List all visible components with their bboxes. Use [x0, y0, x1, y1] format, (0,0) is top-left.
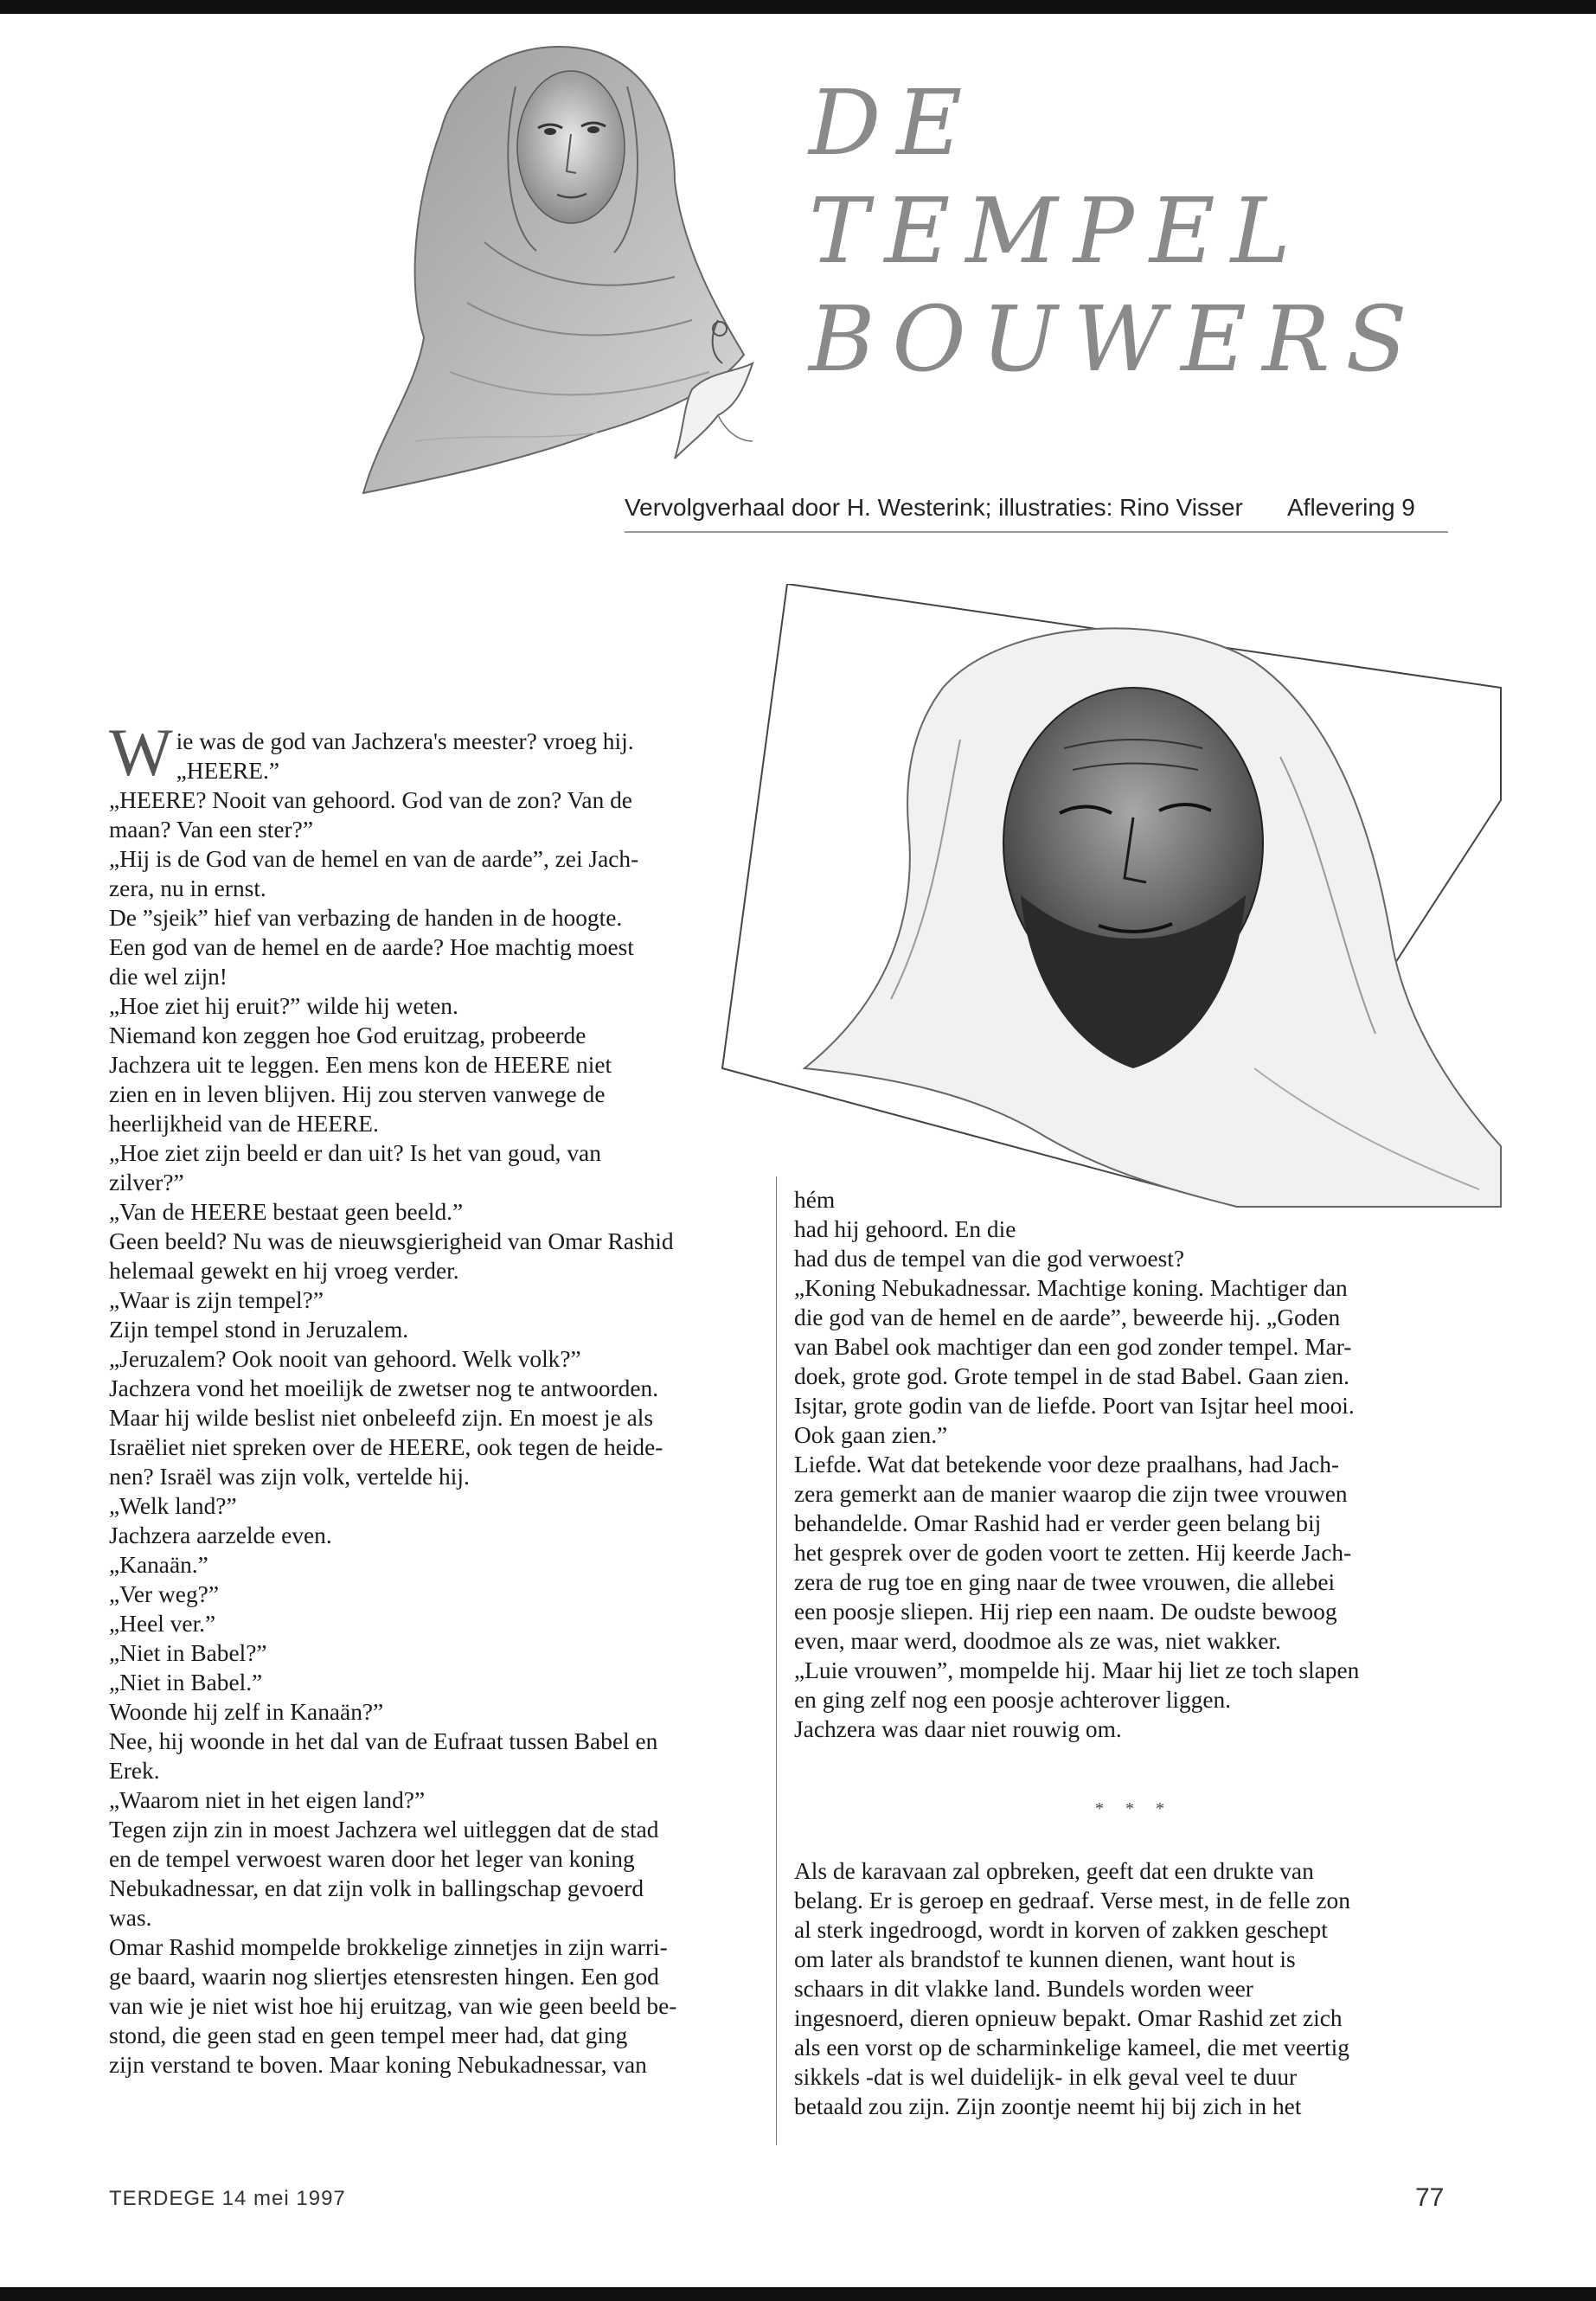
text-line: had hij gehoord. En die: [794, 1216, 1016, 1242]
text-line: Zijn tempel stond in Jeruzalem.: [109, 1317, 409, 1343]
text-line: en de tempel verwoest waren door het leger van koning: [109, 1846, 635, 1872]
text-line: „Heel ver.”: [109, 1611, 216, 1637]
text-line: Isjtar, grote godin van de liefde. Poort van Isjtar heel mooi.: [794, 1393, 1355, 1419]
text-line: behandelde. Omar Rashid had er verder geen belang bij: [794, 1510, 1322, 1536]
text-line: „Niet in Babel.”: [109, 1670, 263, 1695]
text-line: Een god van de hemel en de aarde? Hoe machtig moest: [109, 934, 634, 960]
bearded-man-portrait-illustration: [718, 584, 1518, 1241]
text-line: „Koning Nebukadnessar. Machtige koning. Machtiger dan: [794, 1275, 1348, 1301]
text-line: zera, nu in ernst.: [109, 875, 266, 901]
text-line: „Luie vrouwen”, mompelde hij. Maar hij liet ze toch slapen: [794, 1657, 1360, 1683]
byline-author: Vervolgverhaal door H. Westerink; illustraties: Rino Visser: [625, 494, 1243, 521]
text-line: heerlijkheid van de HEERE.: [109, 1111, 379, 1137]
title-line-2: TEMPEL: [809, 178, 1306, 284]
text-line: doek, grote god. Grote tempel in de stad Babel. Gaan zien.: [794, 1363, 1349, 1389]
text-line: „Hij is de God van de hemel en van de aarde”, zei Jach-: [109, 846, 639, 872]
text-line: om later als brandstof te kunnen dienen, want hout is: [794, 1946, 1296, 1972]
text-line: Ook gaan zien.”: [794, 1422, 948, 1448]
text-line: „Niet in Babel?”: [109, 1640, 267, 1666]
text-line: „HEERE.”: [176, 758, 280, 784]
text-line: Jachzera aarzelde even.: [109, 1522, 332, 1548]
footer-publication: TERDEGE 14 mei 1997: [109, 2187, 346, 2210]
text-line: helemaal gewekt en hij vroeg verder.: [109, 1258, 459, 1284]
text-line: zijn verstand te boven. Maar koning Nebukadnessar, van: [109, 2052, 647, 2078]
text-line: die god van de hemel en de aarde”, beweerde hij. „Goden: [794, 1304, 1341, 1330]
text-line: „Kanaän.”: [109, 1552, 208, 1578]
text-line: „Waarom niet in het eigen land?”: [109, 1787, 426, 1813]
dove-icon: [657, 311, 779, 484]
text-line: die wel zijn!: [109, 964, 228, 990]
text-line: Nee, hij woonde in het dal van de Eufraat tussen Babel en: [109, 1728, 658, 1754]
text-line: even, maar werd, doodmoe als ze was, niet wakker.: [794, 1628, 1281, 1654]
text-line: Jachzera was daar niet rouwig om.: [794, 1716, 1122, 1742]
text-line: een poosje sliepen. Hij riep een naam. De oudste bewoog: [794, 1599, 1337, 1625]
text-line: zera de rug toe en ging naar de twee vrouwen, die allebei: [794, 1569, 1336, 1595]
title-line-1: DE: [809, 70, 978, 176]
text-line: maan? Van een ster?”: [109, 817, 313, 843]
text-line: Erek.: [109, 1758, 160, 1784]
text-line: ge baard, waarin nog sliertjes etensresten hingen. Een god: [109, 1964, 659, 1990]
page-number: 77: [1415, 2183, 1445, 2212]
text-line: ingesnoerd, dieren opnieuw bepakt. Omar Rashid zet zich: [794, 2005, 1343, 2031]
top-border: [0, 0, 1596, 14]
text-line: van Babel ook machtiger dan een god zonder tempel. Mar-: [794, 1334, 1352, 1360]
text-line: Israëliet niet spreken over de HEERE, ook tegen de heide-: [109, 1434, 663, 1460]
text-line: Niemand kon zeggen hoe God eruitzag, probeerde: [109, 1022, 586, 1048]
text-line: al sterk ingedroogd, wordt in korven of zakken geschept: [794, 1917, 1328, 1943]
text-line: Nebukadnessar, en dat zijn volk in ballingschap gevoerd: [109, 1875, 644, 1901]
text-line: zien en in leven blijven. Hij zou sterven vanwege de: [109, 1081, 606, 1107]
text-line: sikkels -dat is wel duidelijk- in elk geval veel te duur: [794, 2064, 1298, 2090]
text-line: „HEERE? Nooit van gehoord. God van de zon? Van de: [109, 787, 632, 813]
text-line: Jachzera uit te leggen. Een mens kon de HEERE niet: [109, 1052, 612, 1078]
text-line: nen? Israël was zijn volk, vertelde hij.: [109, 1464, 470, 1490]
text-line: Geen beeld? Nu was de nieuwsgierigheid van Omar Rashid: [109, 1228, 674, 1254]
text-line: belang. Er is geroep en gedraaf. Verse mest, in de felle zon: [794, 1888, 1350, 1913]
text-line: „Van de HEERE bestaat geen beeld.”: [109, 1199, 464, 1225]
text-line: Jachzera vond het moeilijk de zwetser nog te antwoorden.: [109, 1375, 659, 1401]
bottom-border: [0, 2287, 1596, 2301]
text-line: schaars in dit vlakke land. Bundels worden weer: [794, 1976, 1253, 2002]
text-line: Liefde. Wat dat betekende voor deze praalhans, had Jach-: [794, 1452, 1340, 1477]
text-line: Als de karavaan zal opbreken, geeft dat een drukte van: [794, 1858, 1314, 1884]
text-line: „Ver weg?”: [109, 1581, 219, 1607]
text-line: had dus de tempel van die god verwoest?: [794, 1246, 1185, 1272]
text-line: van wie je niet wist hoe hij eruitzag, van wie geen beeld be-: [109, 1993, 677, 2019]
text-line: „Jeruzalem? Ook nooit van gehoord. Welk volk?”: [109, 1346, 581, 1372]
text-line: als een vorst op de scharminkelige kameel, die met veertig: [794, 2035, 1349, 2061]
right-column-bottom-text: [794, 1856, 1452, 2121]
text-line: Woonde hij zelf in Kanaän?”: [109, 1699, 384, 1725]
text-line: „Hoe ziet zijn beeld er dan uit? Is het van goud, van: [109, 1140, 601, 1166]
text-line: betaald zou zijn. Zijn zoontje neemt hij bij zich in het: [794, 2093, 1302, 2119]
header-rule: [625, 531, 1448, 533]
text-line: het gesprek over de goden voort te zetten. Hij keerde Jach-: [794, 1540, 1352, 1566]
text-line: De ”sjeik” hief van verbazing de handen in de hoogte.: [109, 905, 623, 931]
text-line: ie was de god van Jachzera's meester? vroeg hij.: [176, 728, 634, 754]
text-line: „Waar is zijn tempel?”: [109, 1287, 324, 1313]
text-line: „Welk land?”: [109, 1493, 237, 1519]
column-divider: [776, 1176, 777, 2145]
left-column-text: [109, 715, 766, 2080]
text-line: Maar hij wilde beslist niet onbeleefd zijn. En moest je als: [109, 1405, 654, 1431]
text-line: zilver?”: [109, 1170, 184, 1195]
text-line: „Hoe ziet hij eruit?” wilde hij weten.: [109, 993, 458, 1019]
text-line: en ging zelf nog een poosje achterover liggen.: [794, 1687, 1232, 1713]
section-separator: * * *: [1095, 1799, 1173, 1818]
title-line-3: BOUWERS: [809, 286, 1423, 392]
text-line: zera gemerkt aan de manier waarop die zijn twee vrouwen: [794, 1481, 1348, 1507]
text-line: stond, die geen stad en geen tempel meer had, dat ging: [109, 2022, 628, 2048]
text-line: was.: [109, 1905, 152, 1931]
text-line: Tegen zijn zin in moest Jachzera wel uitleggen dat de stad: [109, 1817, 659, 1843]
dropcap: W: [109, 715, 173, 790]
byline-episode: Aflevering 9: [1287, 494, 1415, 521]
text-line: Omar Rashid mompelde brokkelige zinnetjes in zijn warri-: [109, 1934, 668, 1960]
right-column-top-text: [794, 1185, 1452, 1744]
text-line: hém: [794, 1187, 836, 1213]
